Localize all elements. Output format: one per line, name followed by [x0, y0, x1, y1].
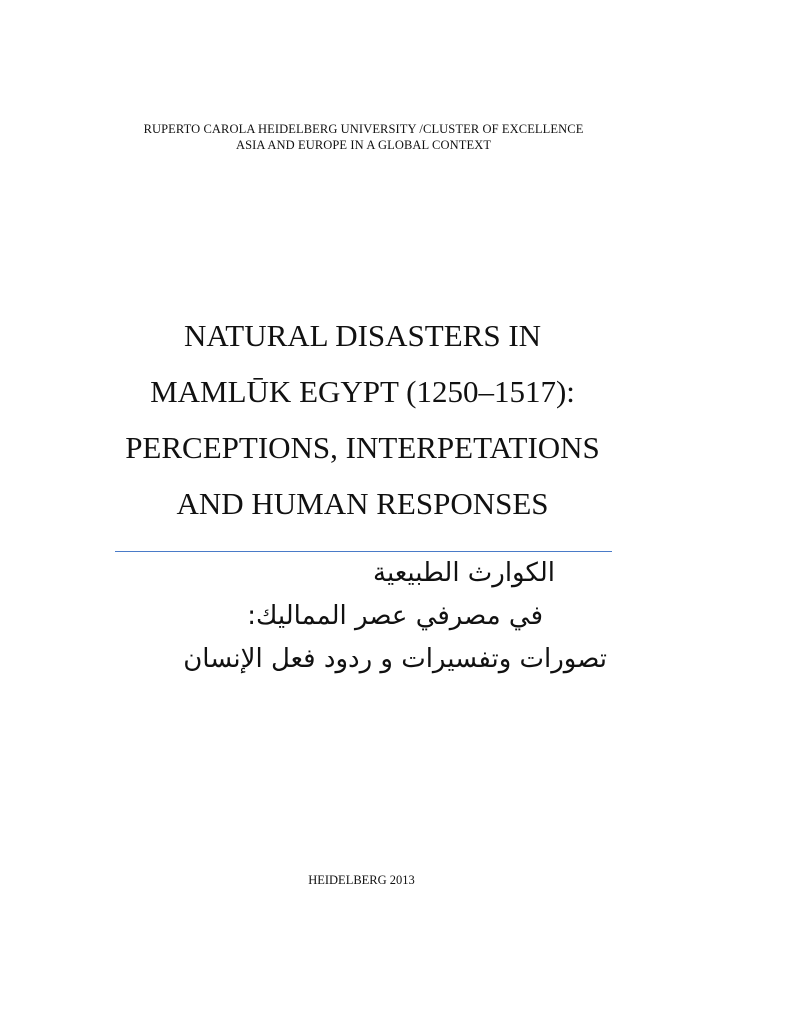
- title-line-2: MAMLŪK EGYPT (1250–1517):: [150, 374, 575, 409]
- arabic-title: [55, 552, 607, 681]
- arabic-title-line-2: في مصرفي عصر المماليك:: [247, 601, 543, 631]
- title-line-4: AND HUMAN RESPONSES: [176, 486, 549, 521]
- title-line-1: NATURAL DISASTERS IN: [183, 318, 542, 353]
- arabic-title-line-1: الكوارث الطبيعية: [373, 558, 555, 588]
- english-title: [0, 308, 758, 532]
- arabic-title-line-3: تصورات وتفسيرات و ردود فعل الإنسان: [183, 644, 607, 674]
- institution-line-1: RUPERTO CAROLA HEIDELBERG UNIVERSITY /CLUSTER OF EXCELLENCE: [143, 122, 584, 136]
- institution-header: [0, 121, 759, 137]
- institution-line-2: ASIA AND EUROPE IN A GLOBAL CONTEXT: [235, 138, 492, 152]
- place-year: HEIDELBERG 2013: [308, 873, 415, 887]
- title-line-3: PERCEPTIONS, INTERPETATIONS: [125, 430, 600, 465]
- institution-subheader: [0, 137, 759, 153]
